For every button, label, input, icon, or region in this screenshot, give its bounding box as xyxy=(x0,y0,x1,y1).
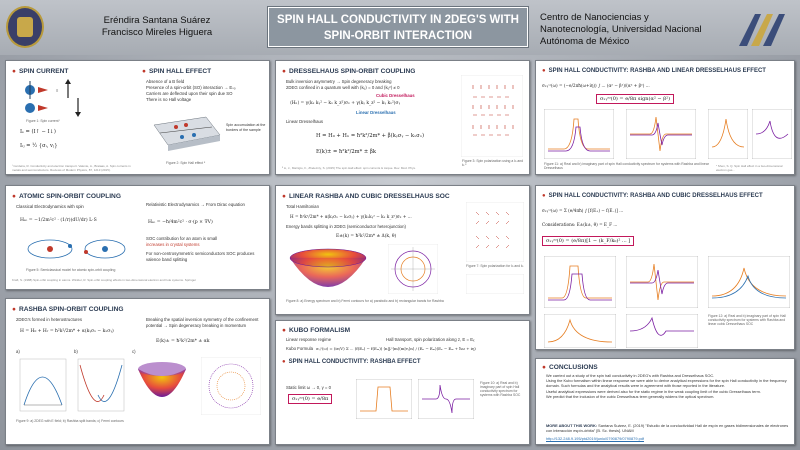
rashba-eq2: E(k)± = ħ²k²/2m* ± αk xyxy=(156,339,210,344)
panel-dresselhaus xyxy=(275,60,530,175)
section-atomic-soc-title: ● ATOMIC SPIN-ORBIT COUPLING xyxy=(12,193,121,200)
dresselhaus-bullet-2: 2DEG confined in a quantum well with ⟨kᵤ⟩ = 0 and ⟨kᵤ²⟩ ≠ 0 xyxy=(286,85,400,90)
institution-line-2: Nanotecnología, Universidad Nacional xyxy=(540,24,702,35)
section-rashba-cubic-title: ● SPIN HALL CONDUCTIVITY: RASHBA AND CUBIC DRESSELHAUS EFFECT xyxy=(542,193,763,199)
spin-current-diagram xyxy=(16,78,96,118)
panel-rashba-linear-dresselhaus xyxy=(535,60,795,175)
poster-header xyxy=(0,0,800,55)
conclusion-item-2: Using the Kubo formalism within linear response we were able to derive analytical expressions for the spin Hall conductivity in the frequency domain. Such formulas and the analytical results were in agreement with those reported in the literature. xyxy=(546,378,787,389)
spin-hall-side-note: Spin accumulation at the borders of the sample xyxy=(226,123,266,132)
rashba-cubic-plot-c xyxy=(708,256,790,308)
lrc-spin-polarization-figure xyxy=(466,202,524,262)
title-line-1: SPIN HALL CONDUCTIVITY IN 2DEG'S WITH xyxy=(277,14,519,26)
rashba-figure-c-3d xyxy=(132,355,192,415)
figure-7-caption: Figure 7: Spin polarization for kᵢ and kᵢ xyxy=(466,264,524,268)
author-1: Eréndira Santana Suárez xyxy=(103,15,211,26)
lrc-fermi-contours xyxy=(388,244,438,294)
kubo-boxed-result: σₓᵧˢᶻ(0) = e/8π xyxy=(288,394,332,404)
spin-hall-bullet-3: Carriers are deflected upon their spin due SO xyxy=(146,91,233,96)
kubo-bullet-hall: Hall transport, spin polarization along z, E = Eₓ xyxy=(386,337,475,342)
rashba-cubic-plot-e xyxy=(626,314,698,348)
lrc-spin-polarization-figure-2 xyxy=(466,274,524,294)
rashba-linear-eq: σₓᵧˢᶻ(ω) = (−e/2πħ(ω+iη)) ∫ ... (α² − β²)/(α² + β²) ... xyxy=(542,83,650,88)
atomic-bullet-relativistic: Relativistic Electrodynamics → From Dirac equation xyxy=(146,202,245,207)
rashba-figure-a xyxy=(16,355,71,415)
section-kubo-title: ● KUBO FORMALISM xyxy=(282,327,351,334)
section-conclusions-title: ● CONCLUSIONS xyxy=(542,364,598,371)
conclusion-item-4: We predict that the inclusion of the cubic Dresselhaus term generally widens the optical spectrum. xyxy=(546,393,715,399)
kubo-eq1: σᵢⱼᵃ(ω) = (ie/V) Σ ... (f(Eₙ) − f(Eₘ)) ⟨n|Jᵢᵃ|m⟩⟨m|vⱼ|n⟩ / (Eₙ − Eₘ)(Eₙ − Eₘ + ħω + iη) xyxy=(316,346,476,351)
rashba-cubic-plot-d xyxy=(544,314,616,348)
rashba-bullet-breaking: Breaking the spatial inversion symmetry of the confinement potential → Spin degeneracy breaking in momentum xyxy=(146,317,259,328)
section-dresselhaus-title: ● DRESSELHAUS SPIN-ORBIT COUPLING xyxy=(282,68,416,75)
dresselhaus-bullet-linear: Linear Dresselhaus xyxy=(286,119,324,124)
kubo-bullet-linear: Linear response regime xyxy=(286,337,332,342)
lrc-eq1: H = ħ²k²/2m* + α(kᵧσₓ − kₓσᵧ) + γ(kₓkᵧ² − kₓ k_z²)σₓ + ... xyxy=(290,214,412,219)
rashba-cubic-boxed-result: σₓᵧˢᶻ(0) = (e/8π)[1 − (k_F/k₀)² ... ] xyxy=(542,236,634,246)
spin-hall-bullets xyxy=(146,79,266,103)
figure-1-caption: Figure 1: Spin current ᴵ xyxy=(26,119,61,123)
rashba-bullet-2deg: 2DEG's formed in heterostructures xyxy=(16,317,83,322)
figure-5-caption: Figure 5: Semiclassical model for atomic spin-orbit coupling xyxy=(26,268,116,272)
figure-8-caption: Figure 8: a) Energy spectrum and b) Fermi contours for a) parabolic and b) rectangular bands for Rashba xyxy=(286,299,444,303)
atomic-ref: Kraft, S. (1988) Spin-orbit coupling in atoms. Winkler, R. Spin-orbit coupling effects in two-dimensional electron and hole systems. Springer xyxy=(12,278,197,282)
dresselhaus-eq-e: E(k)± = ħ²k²/2m* ± βk xyxy=(316,149,376,155)
atomic-eq2: Hₛₒ = −ħ/4m²c² · σ·(p × ∇V) xyxy=(148,220,213,225)
figure-2-caption: Figure 2: Spin Hall effect ᴵᴵ xyxy=(166,161,206,165)
atomic-bullets-2 xyxy=(146,236,266,263)
figure-11-caption: Figure 11: a) Real and b) imaginary part of spin Hall conductivity spectrum for systems with Rashba and linear Dresselhaus xyxy=(544,162,709,170)
panel-conclusions xyxy=(535,358,795,445)
spin-hall-bullet-4: There is no Hall voltage xyxy=(146,97,192,102)
rashba-cubic-eq1: σₓᵧˢᶻ(ω) = Σ (e/4πħ) ∫ [f(E₊) − f(E₋)] ... xyxy=(542,208,624,213)
dresselhaus-eq-main: ⟨Hₙ⟩ = γ(kₓ kᵧ² − kₓ k_z²)σₓ + γ(kᵧ k_z² − kᵧ kₓ²)σᵧ xyxy=(290,101,401,106)
panel-kubo xyxy=(275,320,530,445)
panel-linear-rashba-cubic xyxy=(275,185,530,315)
kubo-static-limit: Static limit ω → 0, γ = 0 xyxy=(286,385,332,390)
institution xyxy=(540,12,710,48)
dresselhaus-eq-h: H = H₀ + Hₙ = ħ²k²/2m* + β(kᵧσᵧ − kₓσₓ) xyxy=(316,133,425,139)
spin-current-eq1: Iₛ = (I↑ − I↓) xyxy=(20,129,56,135)
conclusion-item-1: We carried out a study of the spin hall conductivity in 2DEG's with Rashba and Dresselhaus SOC. xyxy=(546,373,715,378)
more-about-text: Santana Suárez, E. (2019) "Estudio de la conductividad Hall de espín en gases bidimensionales de electrones con interacción espín-órbita" [B. Sc. thesis]. UNAM xyxy=(546,423,789,433)
atomic-eq1: Hₛₒ = −1/2m²c² · (1/r)(dU/dr) L·S xyxy=(20,218,97,223)
rashba-figure-b xyxy=(74,355,129,415)
rashba-eq1: H = H₀ + Hᵣ = ħ²k²/2m* + α(kᵧσₓ − kₓσᵧ) xyxy=(20,329,114,334)
kubo-plot-a xyxy=(356,379,412,419)
panel-atomic-soc xyxy=(5,185,270,290)
dresselhaus-bullet-1: Bulk inversion asymmetry → Spin degeneracy breaking xyxy=(286,79,392,84)
figure-12-caption: Figure 12: a) Real and b) imaginary part of spin Hall conductivity spectrum for systems with Rashba and linear cubic Dresselhaus SOC xyxy=(708,314,786,326)
thesis-link[interactable]: http://132.248.9.195/ptd2019/junio/0790879/0790879.pdf xyxy=(546,436,645,441)
section-rashba-conductivity-title: ● SPIN HALL CONDUCTIVITY: RASHBA EFFECT xyxy=(282,359,421,365)
figure-9-caption: Figure 9: a) 2DEG with E field; b) Rashba split bands; c) Fermi contours xyxy=(16,419,124,423)
section-rashba-soc-title: ● RASHBA SPIN-ORBIT COUPLING xyxy=(12,306,124,313)
author-2: Francisco Mireles Higuera xyxy=(101,27,213,38)
section-rashba-linear-title: ● SPIN HALL CONDUCTIVITY: RASHBA AND LINEAR DRESSELHAUS EFFECT xyxy=(542,68,766,74)
atomic-bullet-classical: Classical Electrodynamics with spin xyxy=(16,204,84,209)
atomic-bullet-noncentro: For non-centrosymmetric semiconductors SOC produces valence band splitting xyxy=(146,251,255,262)
title-line-2: SPIN-ORBIT INTERACTION xyxy=(323,30,473,42)
panel-spin-current xyxy=(5,60,270,175)
lrc-bullet-bands: Energy bands splitting in 2DEG (semiconductor heterojunction) xyxy=(286,224,406,229)
rashba-cubic-plot-a xyxy=(544,256,616,308)
poster-title xyxy=(268,7,528,47)
institution-line-1: Centro de Nanociencias y xyxy=(540,12,649,23)
conclusions-list xyxy=(546,373,791,399)
rashba-linear-plot-c xyxy=(708,109,748,159)
authors xyxy=(62,15,252,39)
atomic-bullet-small: SOC contribution for an atom is small xyxy=(146,236,218,241)
spin-hall-diagram xyxy=(146,107,226,159)
more-about-label: MORE ABOUT THIS WORK: xyxy=(546,423,598,428)
figure-10-caption: Figure 10: a) Real and b) imaginary part of spin Hall conductivity spectrum for systems with Rashba SOC xyxy=(480,381,521,397)
label-linear-dresselhaus: Linear Dresselhaus xyxy=(356,110,396,115)
rashba-linear-plot-d xyxy=(752,109,792,159)
spin-hall-bullet-1: Absence of a B field xyxy=(146,79,185,84)
rashba-linear-plot-a xyxy=(544,109,614,159)
dresselhaus-ref: ᴵᴵ Li, J., Marrigio, F., Zhelezniy, S. (2015) The spin Hall effect: spin currents & torque. Rev. Mod. Phys. xyxy=(282,166,416,170)
panel-rashba-cubic-dresselhaus xyxy=(535,185,795,350)
unam-logo xyxy=(6,6,44,48)
rashba-cubic-considerations: Considerations: E±(k±, θ) = E_F ... xyxy=(542,222,618,227)
more-about-work xyxy=(546,423,791,433)
kubo-bullet-formula: Kubo Formula xyxy=(286,346,313,351)
rashba-linear-boxed-result: σₓᵧˢᶻ(0) = e/8π sign(α² − β²) xyxy=(596,94,674,104)
figure-3-caption: Figure 3: Spin polarization using a kᵢ and kᵢ ᴵᴵ xyxy=(462,159,524,167)
label-cubic-dresselhaus: Cubic Dresselhaus xyxy=(376,93,415,98)
institution-line-3: Autónoma de México xyxy=(540,36,630,47)
spin-current-eq2: Iᵢⱼ = ½ {σᵢ, vⱼ} xyxy=(20,143,58,149)
rashba-cubic-plot-b xyxy=(626,256,698,308)
svg-text:≡: ≡ xyxy=(56,88,59,93)
rashba-label-b: b) xyxy=(74,349,78,354)
atomic-bullet-increases: increases in crystal systems xyxy=(146,242,200,247)
kubo-plot-b xyxy=(418,379,474,419)
section-linear-rashba-cubic-title: ● LINEAR RASHBA AND CUBIC DRESSELHAUS SOC xyxy=(282,193,450,200)
dresselhaus-spin-polarization-figure xyxy=(461,75,523,157)
rashba-linear-plot-b xyxy=(626,109,696,159)
lrc-bullet-hamiltonian: Total Hamiltonian xyxy=(286,204,319,209)
rashba-label-a: a) xyxy=(16,349,20,354)
rashba-label-c: c) xyxy=(132,349,136,354)
panel-rashba-soc xyxy=(5,298,270,445)
lrc-eq2: E±(k) = ħ²k²/2m* ± Δ(k, θ) xyxy=(336,234,397,239)
section-spin-hall-title: ● SPIN HALL EFFECT xyxy=(142,68,212,75)
rashba-linear-ref: ᵛ Shen, S. Q. Spin Hall effect in a two-dimensional electron gas... xyxy=(716,164,783,172)
cnyn-logo xyxy=(735,10,790,48)
spin-hall-bullet-2: Presence of a spin-orbit (SO) interaction → Eₛₒ xyxy=(146,85,236,90)
atomic-soc-diagram xyxy=(20,234,130,264)
dresselhaus-bullets xyxy=(286,79,456,91)
spin-current-ref: ᴵ Cerdeira, R. Conductivity and electron transport. Valente, A., Brataas, A. Spin currents in metals and semiconductors. Reviews of Modern Physics, 87, 1213 (2015). xyxy=(12,164,131,172)
lrc-energy-spectrum-3d xyxy=(286,246,371,296)
rashba-fermi-contours xyxy=(201,357,261,415)
conclusion-item-3: Useful analytical expressions were derived also for the static regime in the weak coupling limit of the cubic Dresselhaus term. xyxy=(546,388,761,394)
section-spin-current-title: ● SPIN CURRENT xyxy=(12,68,69,75)
